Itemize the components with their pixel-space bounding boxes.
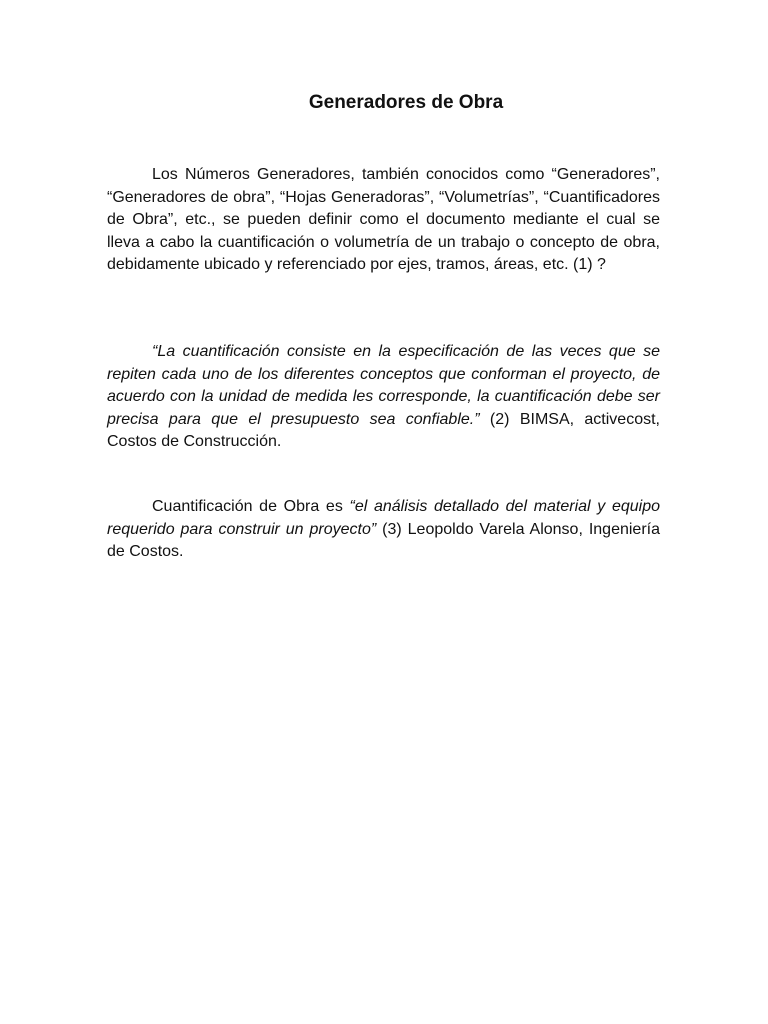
page-title: Generadores de Obra	[308, 92, 504, 113]
paragraph-varela-quote	[107, 496, 660, 564]
bimsa-quote-text: “La cuantificación consiste en la especificación de las veces que se repiten cada uno de los diferentes conceptos que conforman el proyecto, de acuerdo con la unidad de medida les corresponde, la cuantificación debe ser precisa para que el presupuesto sea confiable.”	[107, 343, 660, 428]
varela-quote-text: “el análisis detallado del material y equipo requerido para construir un proyecto”	[107, 498, 661, 538]
bimsa-citation: (2) BIMSA, activecost, Costos de Construcción.	[107, 410, 660, 451]
paragraph-definition-text: Los Números Generadores, también conocidos como “Generadores”, “Generadores de obra”, “Hojas Generadoras”, “Volumetrías”, “Cuantificadores de Obra”, etc., se pueden definir como el documento mediante el cual se lleva a cabo la cuantificación o volumetría de un trabajo o concepto de obra, debidamente ubicado y referenciado por ejes, tramos, áreas, etc. (1) ?	[107, 166, 660, 274]
paragraph-bimsa-quote	[107, 341, 660, 454]
varela-lead-text: Cuantificación de Obra es	[152, 498, 350, 515]
varela-citation: (3) Leopoldo Varela Alonso, Ingeniería de Costos.	[107, 520, 661, 561]
paragraph-definition	[107, 164, 660, 277]
